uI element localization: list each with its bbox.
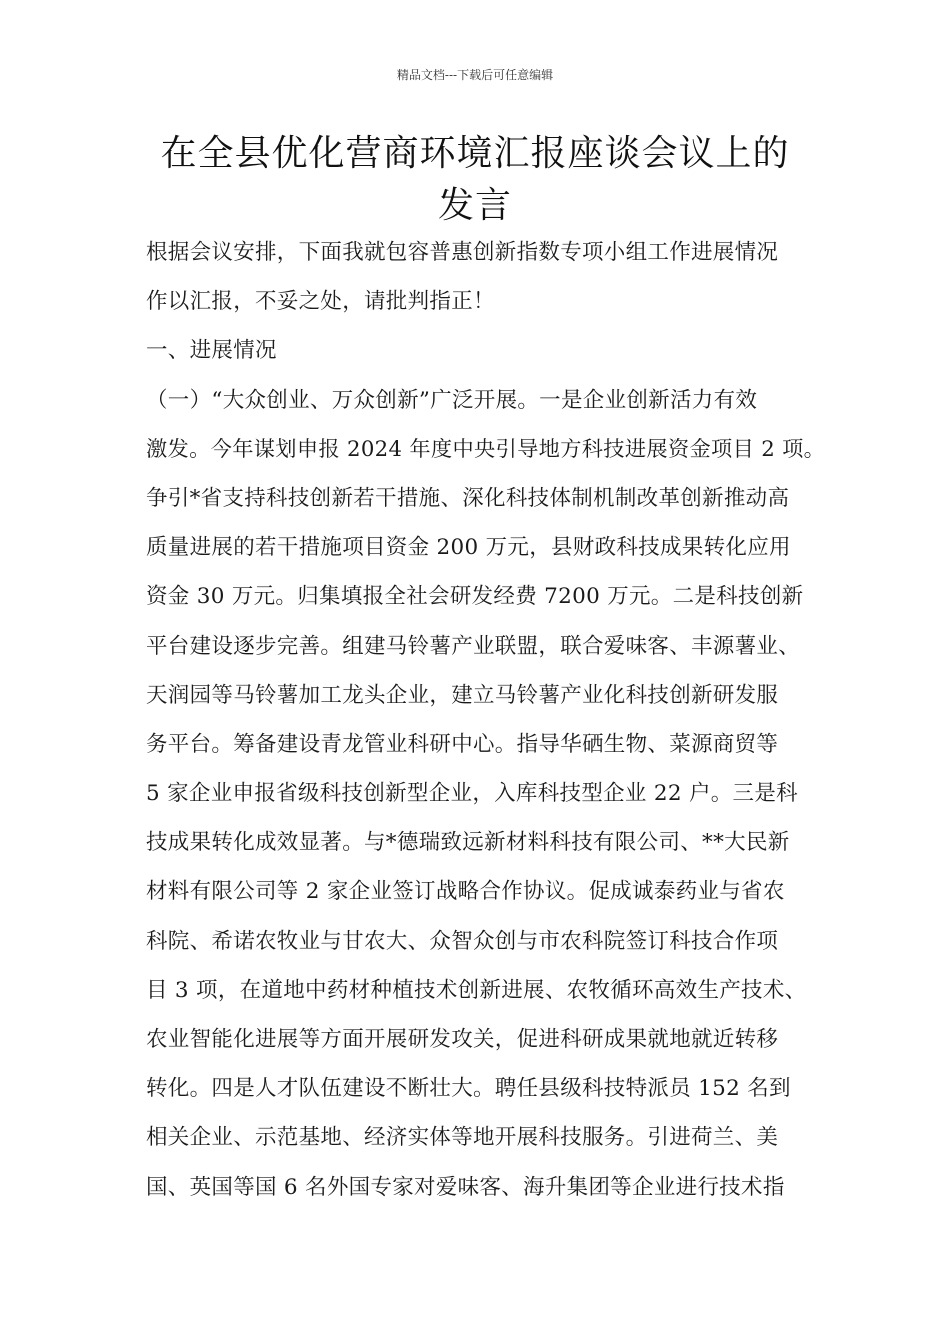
body-text-line: （一）“大众创业、万众创新”广泛开展。一是企业创新活力有效 [146,387,758,413]
body-text-line: 科院、希诺农牧业与甘农大、众智众创与市农科院签订科技合作项 [146,928,779,954]
body-text-line: 资金 30 万元。归集填报全社会研发经费 7200 万元。二是科技创新 [146,584,804,610]
body-text-line: 材料有限公司等 2 家企业签订战略合作协议。促成诚泰药业与省农 [146,879,785,905]
title-line-2: 发言 [437,185,512,226]
body-text-line: 激发。今年谋划申报 2024 年度中央引导地方科技进展资金项目 2 项。 [146,436,826,462]
body-text-line: 天润园等马铃薯加工龙头企业，建立马铃薯产业化科技创新研发服 [146,682,779,708]
body-text-line: 农业智能化进展等方面开展研发攻关，促进科研成果就地就近转移 [146,1027,779,1052]
body-text-line: 质量进展的若干措施项目资金 200 万元，县财政科技成果转化应用 [146,535,791,561]
body-text-line: 争引*省支持科技创新若干措施、深化科技体制机制改革创新推动高 [146,485,790,511]
title-line-1: 在全县优化营商环境汇报座谈会议上的 [160,133,790,174]
body-text-line: 务平台。筹备建设青龙管业科研中心。指导华硒生物、菜源商贸等 [146,731,779,757]
page-header: 精品文档---下载后可任意编辑 [396,68,554,82]
body-text-line: 根据会议安排，下面我就包容普惠创新指数专项小组工作进展情况 [146,240,779,265]
body-text-line: 相关企业、示范基地、经济实体等地开展科技服务。引进荷兰、美 [146,1125,779,1151]
document-title [100,128,850,232]
body-text-line: 转化。四是人才队伍建设不断壮大。聘任县级科技特派员 152 名到 [146,1076,791,1102]
body-text-line: 5 家企业申报省级科技创新型企业，入库科技型企业 22 户。三是科 [146,781,798,807]
body-text-line: 国、英国等国 6 名外国专家对爱味客、海升集团等企业进行技术指 [146,1174,785,1200]
body-text-line: 平台建设逐步完善。组建马铃薯产业联盟，联合爱味客、丰源薯业、 [146,633,801,659]
body-text-line: 一、进展情况 [146,338,277,364]
body-text-line: 目 3 项，在道地中药材种植技术创新进展、农牧循环高效生产技术、 [146,977,807,1003]
body-text-line: 作以汇报，不妥之处，请批判指正！ [146,289,495,315]
document-body [146,228,826,1212]
body-text-line: 技成果转化成效显著。与*德瑞致远新材料科技有限公司、**大民新 [146,830,790,856]
